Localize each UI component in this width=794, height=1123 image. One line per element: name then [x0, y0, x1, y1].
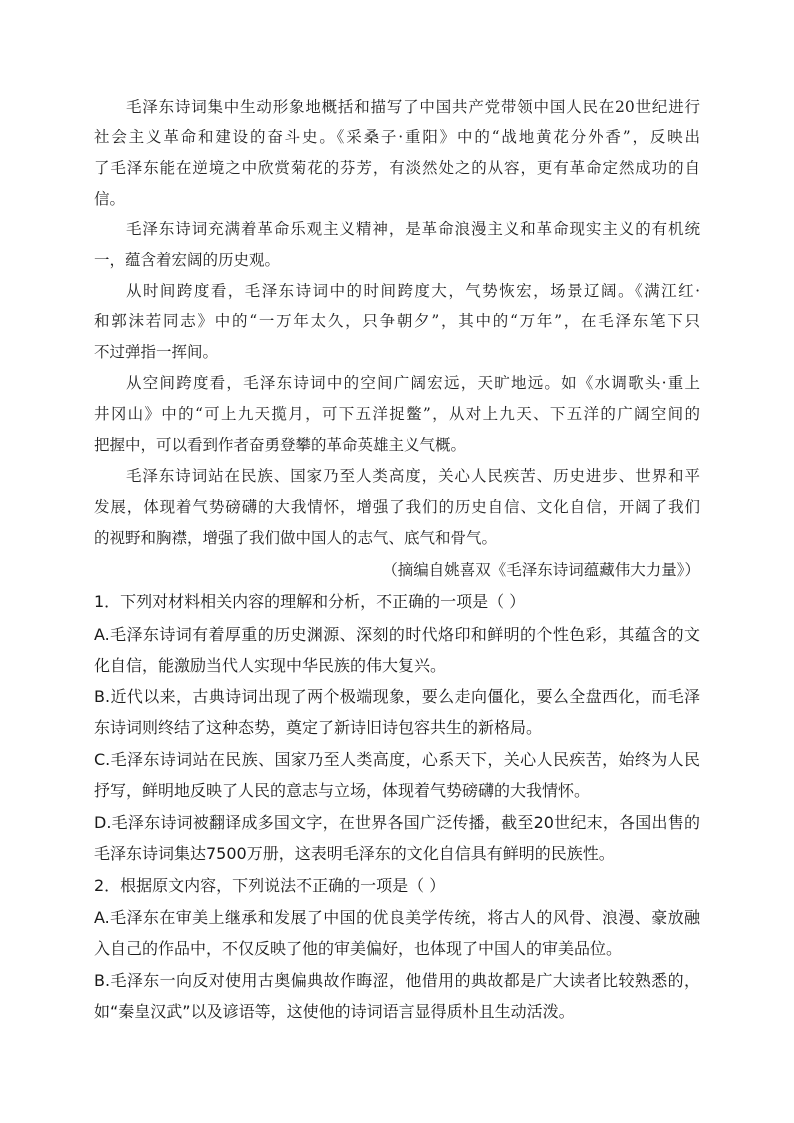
question-2-stem: 2．根据原文内容，下列说法不正确的一项是（ ） [94, 876, 446, 895]
passage-p1-line4: 信。 [94, 190, 126, 208]
passage-p3-line1: 从时间跨度看，毛泽东诗词中的时间跨度大，气势恢宏，场景辽阔。《满江红· [126, 282, 700, 300]
question-1-option-d-line2: 毛泽东诗词集达7500万册，这表明毛泽东的文化自信具有鲜明的民族性。 [94, 844, 615, 863]
question-2-option-a-line1: A.毛泽东在审美上继承和发展了中国的优良美学传统，将古人的风骨、浪漫、豪放融 [94, 908, 700, 927]
passage-p4-line2: 井冈山》中的“可上九天揽月，可下五洋捉鳖”，从对上九天、下五洋的广阔空间的 [94, 405, 700, 423]
question-2-option-a-line2: 入自己的作品中，不仅反映了他的审美偏好，也体现了中国人的审美品位。 [94, 939, 623, 958]
question-2-option-b-line1: B.毛泽东一向反对使用古奥偏典故作晦涩，他借用的典故都是广大读者比较熟悉的， [94, 971, 700, 990]
question-1-option-d-line1: D.毛泽东诗词被翻译成多国文字，在世界各国广泛传播，截至20世纪末，各国出售的 [94, 813, 700, 832]
passage-source: （摘编自姚喜双《毛泽东诗词蕴藏伟大力量》） [382, 561, 700, 579]
passage-p5-line1: 毛泽东诗词站在民族、国家乃至人类高度，关心人民疾苦、历史进步、世界和平 [126, 467, 700, 485]
question-1-option-c-line2: 抒写，鲜明地反映了人民的意志与立场，体现着气势磅礴的大我情怀。 [94, 781, 591, 800]
question-1-option-b-line2: 东诗词则终结了这种态势，奠定了新诗旧诗包容共生的新格局。 [94, 718, 543, 737]
passage-p5-line3: 的视野和胸襟，增强了我们做中国人的志气、底气和骨气。 [94, 529, 498, 547]
passage-p1-line2: 社会主义革命和建设的奋斗史。《采桑子·重阳》中的“战地黄花分外香”，反映出 [94, 128, 700, 146]
passage-p3-line3: 不过弹指一挥间。 [94, 343, 219, 361]
passage-p4-line1: 从空间跨度看，毛泽东诗词中的空间广阔宏远，天旷地远。如《水调歌头·重上 [126, 374, 700, 392]
passage-p3-line2: 和郭沫若同志》中的“一万年太久，只争朝夕”，其中的“万年”，在毛泽东笔下只 [94, 312, 700, 330]
passage-p4-line3: 把握中，可以看到作者奋勇登攀的革命英雄主义气概。 [94, 436, 467, 454]
question-1-option-a-line1: A.毛泽东诗词有着厚重的历史渊源、深刻的时代烙印和鲜明的个性色彩，其蕴含的文 [94, 625, 700, 644]
question-1-option-a-line2: 化自信，能激励当代人实现中华民族的伟大复兴。 [94, 656, 447, 675]
question-1-option-c-line1: C.毛泽东诗词站在民族、国家乃至人类高度，心系天下，关心人民疾苦，始终为人民 [94, 750, 700, 769]
passage-p1-line3: 了毛泽东能在逆境之中欣赏菊花的芬芳，有淡然处之的从容，更有革命定然成功的自 [94, 159, 700, 177]
passage-p5-line2: 发展，体现着气势磅礴的大我情怀，增强了我们的历史自信、文化自信，开阔了我们 [94, 498, 700, 516]
question-1-stem: 1．下列对材料相关内容的理解和分析，不正确的一项是（ ） [94, 592, 526, 611]
question-2-option-b-line2: 如“秦皇汉武”以及谚语等，这使他的诗词语言显得质朴且生动活泼。 [94, 1002, 575, 1021]
passage-p2-line2: 一，蕴含着宏阔的历史观。 [94, 251, 281, 269]
passage-p1-line1: 毛泽东诗词集中生动形象地概括和描写了中国共产党带领中国人民在20世纪进行 [126, 98, 700, 116]
passage-p2-line1: 毛泽东诗词充满着革命乐观主义精神，是革命浪漫主义和革命现实主义的有机统 [126, 220, 700, 238]
question-1-option-b-line1: B.近代以来，古典诗词出现了两个极端现象，要么走向僵化，要么全盘西化，而毛泽 [94, 687, 700, 706]
